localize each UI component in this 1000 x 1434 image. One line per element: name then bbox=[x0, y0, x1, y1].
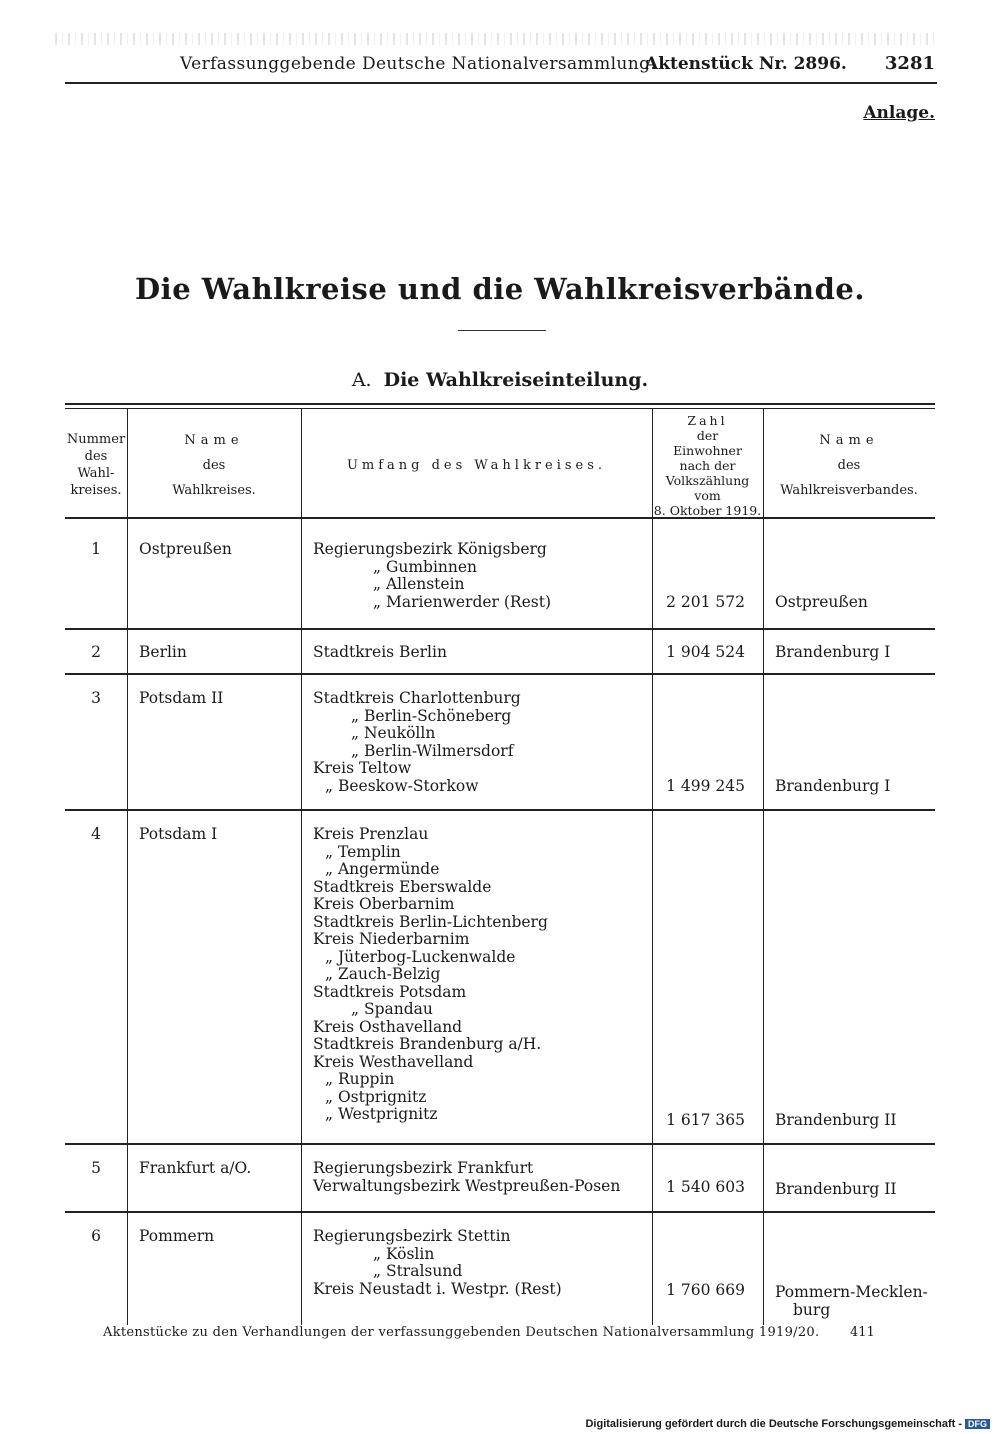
verband-line: Pommern-Mecklen- bbox=[775, 1283, 928, 1301]
row-verband: Brandenburg II bbox=[775, 1111, 897, 1129]
row-population: 1 617 365 bbox=[666, 1111, 745, 1129]
extent-line: „ Spandau bbox=[351, 1000, 433, 1018]
anlage-label: Anlage. bbox=[863, 103, 935, 123]
extent-line: Regierungsbezirk Frankfurt bbox=[313, 1159, 534, 1177]
row-rule bbox=[65, 628, 935, 630]
section-heading bbox=[0, 369, 1000, 391]
row-number: 6 bbox=[91, 1227, 101, 1245]
extent-line: Kreis Westhavelland bbox=[313, 1052, 474, 1071]
extent-line: „ Berlin-Wilmersdorf bbox=[351, 741, 514, 760]
row-name: Potsdam II bbox=[139, 689, 224, 707]
header-line: kreises. bbox=[70, 483, 122, 498]
extent-line: Kreis Neustadt i. Westpr. (Rest) bbox=[313, 1279, 562, 1298]
extent-line: Verwaltungsbezirk Westpreußen-Posen bbox=[313, 1176, 621, 1195]
extent-line: „ Stralsund bbox=[373, 1262, 463, 1280]
header-population bbox=[652, 413, 763, 517]
extent-line: „ Jüterbog-Luckenwalde bbox=[325, 947, 516, 966]
extent-line: Kreis Prenzlau bbox=[313, 825, 429, 843]
column-divider bbox=[301, 408, 302, 1325]
row-name: Frankfurt a/O. bbox=[139, 1159, 252, 1177]
footer-page-number: 411 bbox=[850, 1325, 875, 1340]
header-line: Zahl bbox=[687, 412, 728, 428]
section-title: Die Wahlkreiseinteilung. bbox=[383, 369, 649, 391]
header-line: des bbox=[84, 449, 108, 464]
aktenstueck-number bbox=[645, 54, 847, 74]
extent-line: „ Ruppin bbox=[325, 1070, 395, 1088]
extent-line: „ Templin bbox=[325, 842, 401, 861]
row-extent bbox=[313, 1228, 562, 1298]
title-rule bbox=[458, 330, 546, 331]
row-population: 1 904 524 bbox=[666, 643, 745, 661]
row-extent bbox=[313, 826, 548, 1124]
extent-line: „ Angermünde bbox=[325, 860, 440, 878]
row-name: Pommern bbox=[139, 1227, 215, 1245]
header-line: nach der bbox=[679, 457, 736, 473]
extent-line: „ Köslin bbox=[373, 1244, 435, 1263]
row-verband: Brandenburg II bbox=[775, 1180, 897, 1198]
row-population: 1 499 245 bbox=[666, 777, 745, 795]
extent-line: „ Ostprignitz bbox=[325, 1087, 427, 1106]
row-verband: Brandenburg I bbox=[775, 777, 891, 795]
extent-line: Stadtkreis Charlottenburg bbox=[313, 689, 521, 707]
table-top-rule-thin bbox=[65, 408, 935, 409]
running-title: Verfassunggebende Deutsche Nationalversammlung. bbox=[180, 54, 657, 74]
header-verband bbox=[763, 413, 935, 517]
row-extent bbox=[313, 541, 551, 611]
extent-line: Stadtkreis Potsdam bbox=[313, 982, 467, 1001]
extent-line: „ Gumbinnen bbox=[373, 557, 478, 576]
header-line: Name bbox=[819, 432, 879, 448]
extent-line: „ Zauch-Belzig bbox=[325, 965, 441, 983]
header-line: 8. Oktober 1919. bbox=[653, 502, 762, 518]
extent-line: „ Neukölln bbox=[351, 724, 436, 742]
header-name bbox=[127, 413, 301, 517]
section-letter: A. bbox=[351, 369, 372, 391]
row-extent bbox=[313, 690, 521, 795]
row-extent bbox=[313, 1160, 620, 1195]
row-verband bbox=[775, 1284, 928, 1319]
extent-line: „ Berlin-Schöneberg bbox=[351, 706, 512, 725]
header-line: Wahlkreises. bbox=[172, 482, 256, 498]
row-population: 1 540 603 bbox=[666, 1178, 745, 1196]
page-number: 3281 bbox=[884, 53, 935, 74]
extent-line: „ Marienwerder (Rest) bbox=[373, 592, 551, 611]
table-top-rule bbox=[65, 403, 935, 405]
page-header bbox=[65, 50, 937, 84]
header-line: Wahlkreisverbandes. bbox=[780, 482, 918, 498]
row-number: 1 bbox=[91, 540, 101, 558]
header-line: Nummer bbox=[66, 432, 126, 447]
extent-line: Stadtkreis Brandenburg a/H. bbox=[313, 1035, 542, 1053]
extent-line: Kreis Oberbarnim bbox=[313, 895, 455, 913]
row-name: Berlin bbox=[139, 643, 187, 661]
row-number: 3 bbox=[91, 689, 101, 707]
aktenstueck-label: Aktenstück Nr. 2896. bbox=[645, 54, 847, 74]
column-divider bbox=[763, 408, 764, 1325]
wahlkreis-table bbox=[65, 403, 935, 1325]
extent-line: Stadtkreis Eberswalde bbox=[313, 877, 492, 896]
row-name: Ostpreußen bbox=[139, 540, 232, 558]
row-number: 4 bbox=[91, 825, 101, 843]
extent-line: „ Beeskow-Storkow bbox=[325, 776, 479, 795]
header-line: Einwohner bbox=[673, 442, 742, 458]
row-number: 5 bbox=[91, 1159, 101, 1177]
extent-line: Kreis Osthavelland bbox=[313, 1017, 463, 1036]
verband-line: burg bbox=[793, 1300, 831, 1319]
header-line: Umfang des Wahlkreises. bbox=[346, 457, 607, 473]
extent-line: Stadtkreis Berlin-Lichtenberg bbox=[313, 912, 548, 931]
row-rule bbox=[65, 809, 935, 811]
extent-line: Regierungsbezirk Stettin bbox=[313, 1227, 511, 1245]
row-rule bbox=[65, 1211, 935, 1213]
row-rule bbox=[65, 673, 935, 675]
header-line: Volkszählung bbox=[665, 472, 750, 488]
column-divider bbox=[127, 408, 128, 1325]
header-line: Wahl- bbox=[77, 466, 115, 481]
header-line: Name bbox=[184, 432, 244, 448]
row-population: 1 760 669 bbox=[666, 1281, 745, 1299]
extent-line: Regierungsbezirk Königsberg bbox=[313, 540, 547, 558]
digitization-note bbox=[585, 1418, 990, 1430]
row-verband: Ostpreußen bbox=[775, 593, 868, 611]
header-extent bbox=[301, 413, 652, 517]
column-divider bbox=[652, 408, 653, 1325]
dfg-logo: DFG bbox=[965, 1419, 990, 1429]
scan-noise-strip bbox=[55, 33, 935, 45]
extent-line: Kreis Niederbarnim bbox=[313, 930, 470, 948]
header-number bbox=[65, 413, 127, 517]
row-population: 2 201 572 bbox=[666, 593, 745, 611]
digitization-text: Digitalisierung gefördert durch die Deutsche Forschungsgemeinschaft - bbox=[585, 1418, 962, 1430]
header-line: vom bbox=[694, 487, 721, 503]
header-line: des bbox=[837, 457, 861, 473]
row-name: Potsdam I bbox=[139, 825, 218, 843]
extent-line: Stadtkreis Berlin bbox=[313, 643, 447, 661]
row-rule bbox=[65, 1143, 935, 1145]
header-rule bbox=[65, 517, 935, 519]
row-verband: Brandenburg I bbox=[775, 643, 891, 661]
document-title: Die Wahlkreise und die Wahlkreisverbände. bbox=[135, 272, 865, 306]
row-extent bbox=[313, 644, 447, 662]
header-line: des bbox=[202, 457, 226, 473]
row-number: 2 bbox=[91, 643, 101, 661]
extent-line: „ Westprignitz bbox=[325, 1105, 438, 1123]
extent-line: „ Allenstein bbox=[373, 575, 465, 593]
footer-text: Aktenstücke zu den Verhandlungen der verfassunggebenden Deutschen Nationalversammlung 1919/20. bbox=[103, 1325, 820, 1340]
extent-line: Kreis Teltow bbox=[313, 759, 412, 777]
header-line: der bbox=[696, 427, 719, 443]
